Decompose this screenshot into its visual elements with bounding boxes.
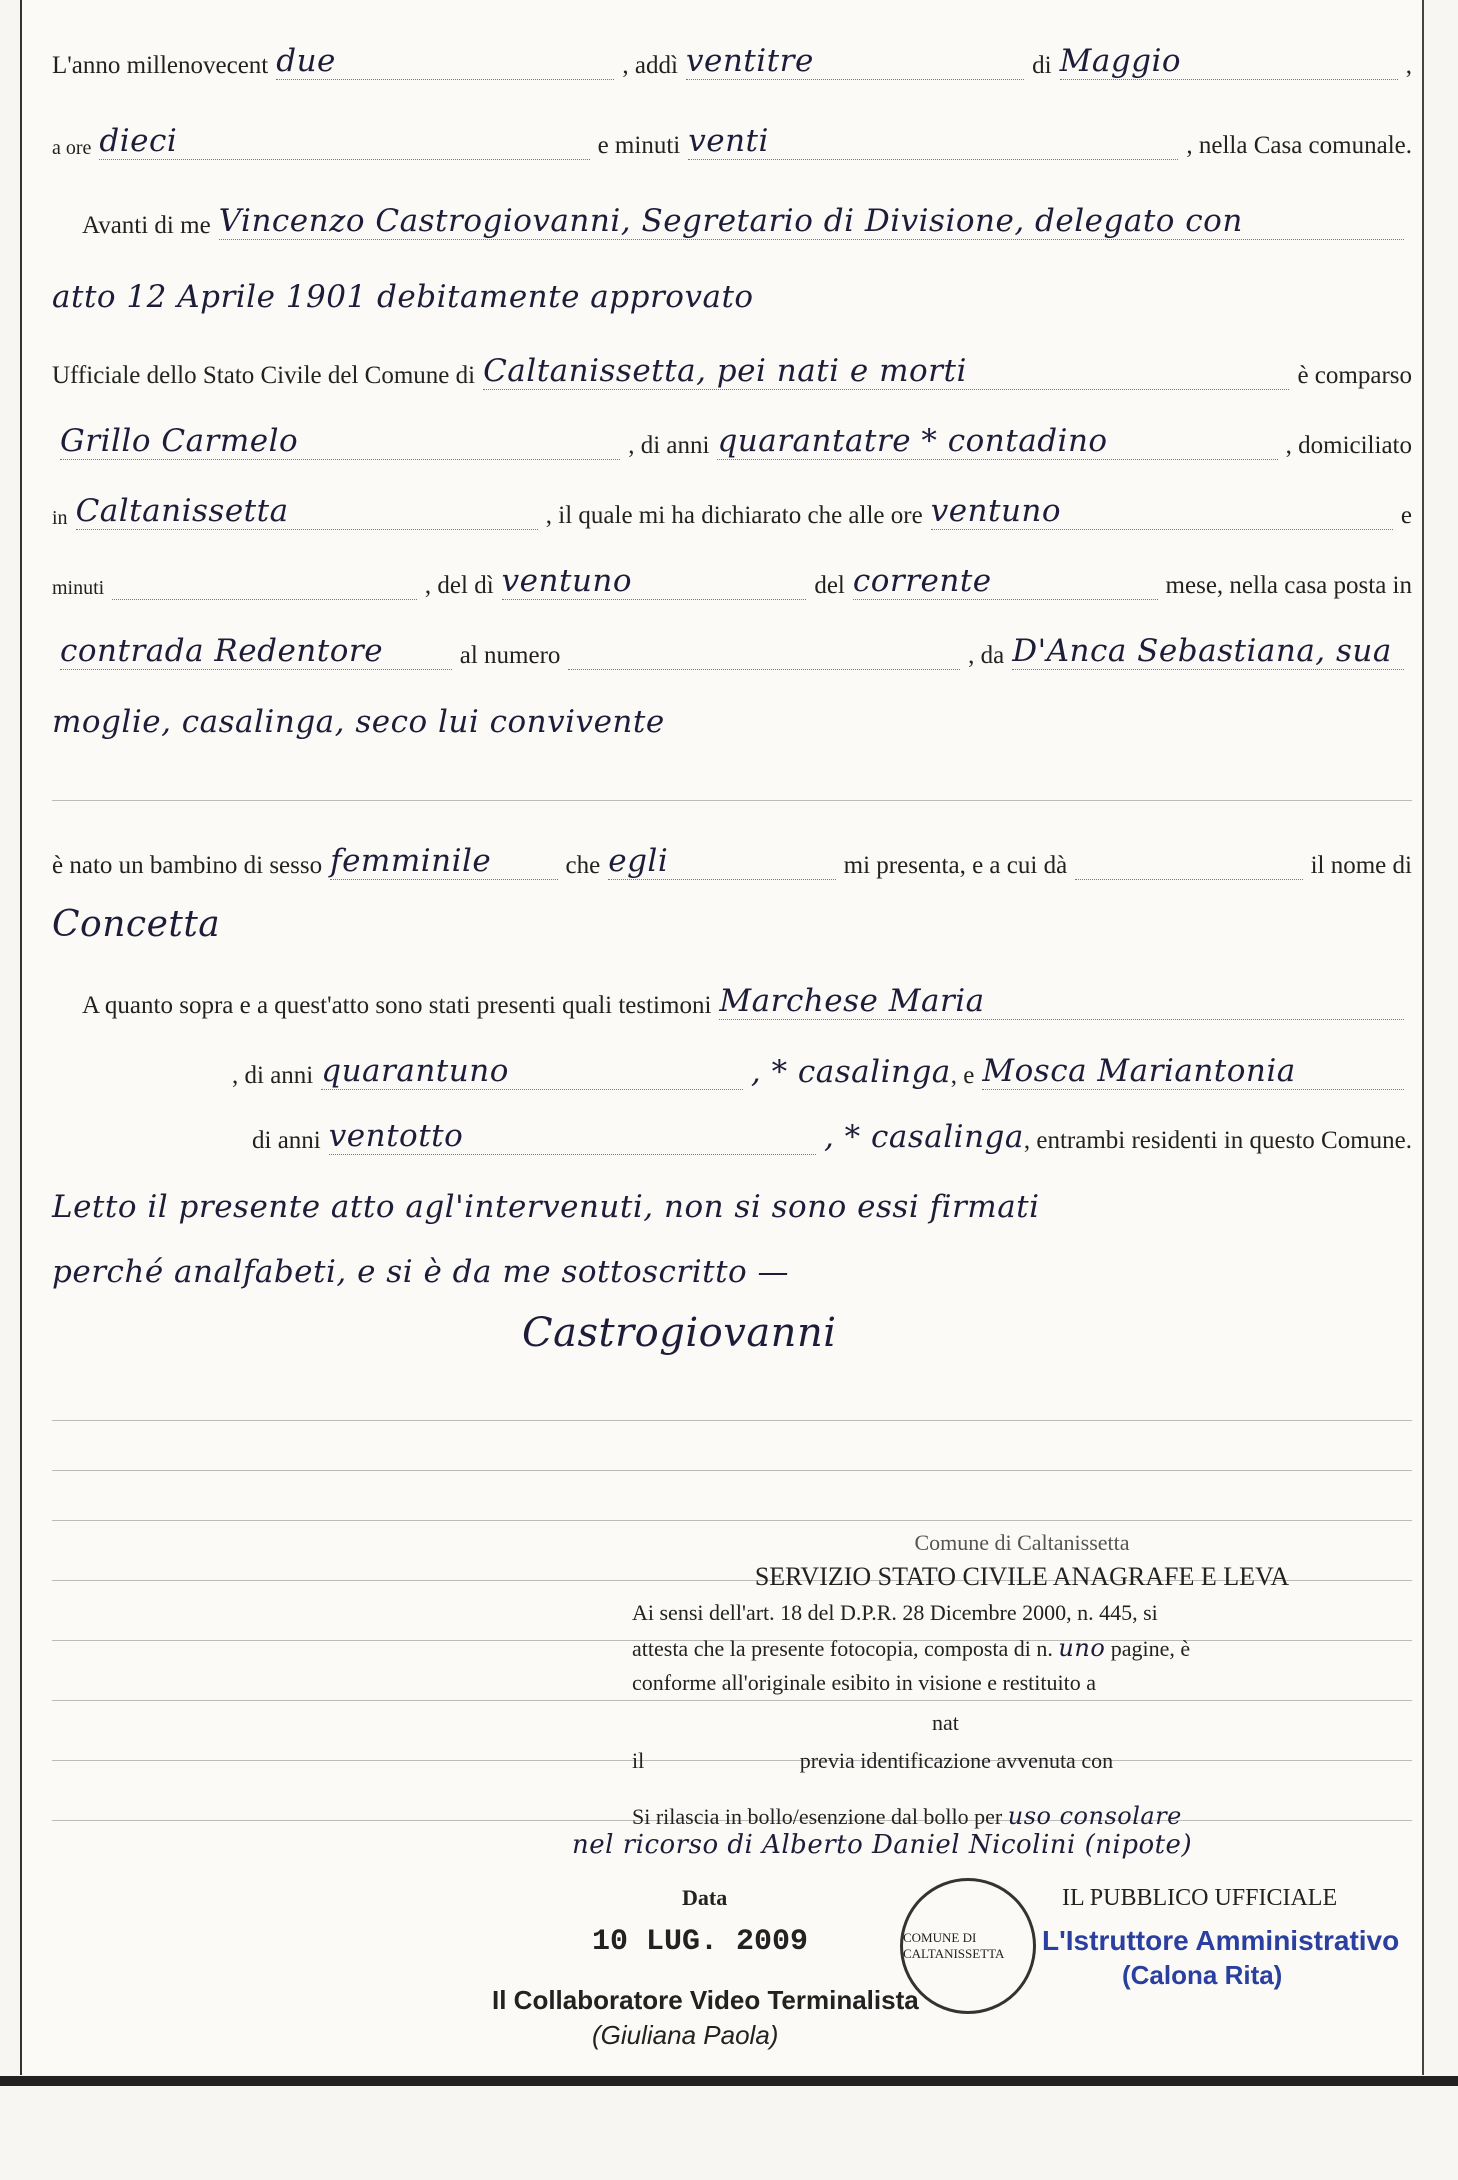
date-stamp: 10 LUG. 2009 — [592, 1925, 809, 1959]
collaboratore: Il Collaboratore Video Terminalista — [492, 1985, 919, 2015]
istruttore: L'Istruttore Amministrativo — [1042, 1925, 1400, 1956]
form-line-4: atto 12 Aprile 1901 debitamente approvato — [52, 279, 754, 315]
form-line-10: moglie, casalinga, seco lui convivente — [52, 704, 665, 740]
form-line-8: minuti , del dì ventuno del corrente mese, nella casa posta in — [52, 563, 1412, 599]
form-line-9: contrada Redentore al numero , da D'Anca Sebastiana, sua — [52, 630, 1412, 670]
municipal-seal: COMUNE DI CALTANISSETTA — [900, 1878, 1036, 2014]
form-line-14: , di anni quarantuno , * casalinga , e Mosca Mariantonia — [52, 1050, 1412, 1090]
scan-edge — [0, 2076, 1458, 2086]
form-line-13: A quanto sopra e a quest'atto sono stati presenti quali testimoni Marchese Maria — [52, 980, 1412, 1020]
istruttore-name: (Calona Rita) — [1122, 1960, 1283, 1990]
signature: Castrogiovanni — [522, 1310, 837, 1356]
form-line-12: Concetta — [52, 904, 221, 945]
form-line-15: di anni ventotto , * casalinga , entrambi residenti in questo Comune. — [252, 1118, 1412, 1155]
form-line-16: Letto il presente atto agl'intervenuti, non si sono essi firmati — [52, 1189, 1040, 1225]
pubblico-ufficiale: IL PUBBLICO UFFICIALE — [1062, 1885, 1338, 1911]
form-line-11: è nato un bambino di sesso femminile che egli mi presenta, e a cui dà il nome di — [52, 843, 1412, 879]
collaboratore-name: (Giuliana Paola) — [592, 2020, 779, 2050]
date-label: Data — [682, 1885, 728, 1910]
form-line-7: in Caltanissetta , il quale mi ha dichiarato che alle ore ventuno e — [52, 493, 1412, 529]
form-line-1: L'anno millenovecent due , addì ventitre di Maggio , — [52, 43, 1413, 79]
usage-note: nel ricorso di Alberto Daniel Nicolini (nipote) — [572, 1830, 1193, 1860]
form-line-5: Ufficiale dello Stato Civile del Comune di Caltanissetta, pei nati e morti è comparso — [52, 353, 1412, 389]
document-page — [20, 0, 1424, 2075]
form-line-2: a ore dieci e minuti venti , nella Casa comunale. — [52, 123, 1412, 159]
form-line-3: Avanti di me Vincenzo Castrogiovanni, Segretario di Divisione, delegato con — [52, 200, 1412, 240]
form-line-6: Grillo Carmelo , di anni quarantatre * contadino , domiciliato — [60, 423, 1412, 459]
certification-stamp: Comune di Caltanissetta SERVIZIO STATO CIVILE ANAGRAFE E LEVA Ai sensi dell'art. 18 del D.P.R. 28 Dicembre 2000, n. 445, si attesta che la presente fotocopia, composta di n. uno pagine, è conforme all'originale esibito in visione e restituito a nat il previa identificazione avvenuta con Si rilascia in bollo/esenzione dal bollo per uso consolare — [632, 1530, 1290, 1830]
form-line-17: perché analfabeti, e si è da me sottoscritto — — [52, 1254, 790, 1290]
